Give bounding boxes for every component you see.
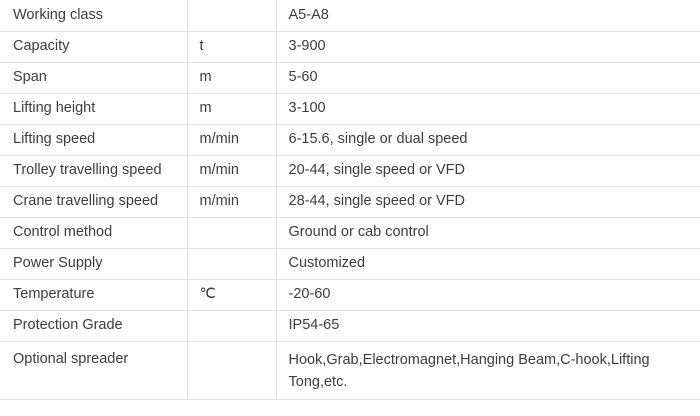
row-parameter: Span [0,62,187,93]
row-unit [187,248,276,279]
row-value: A5-A8 [276,0,700,31]
row-value: 28-44, single speed or VFD [276,186,700,217]
row-value: 6-15.6, single or dual speed [276,124,700,155]
row-value: 5-60 [276,62,700,93]
table-row [0,248,700,279]
table-row [0,124,700,155]
row-value: 3-100 [276,93,700,124]
table-row [0,341,700,399]
table-row [0,310,700,341]
row-parameter: Trolley travelling speed [0,155,187,186]
row-unit [187,217,276,248]
table-row [0,0,700,31]
row-value: Ground or cab control [276,217,700,248]
row-unit [187,0,276,31]
row-unit [187,310,276,341]
row-unit: m/min [187,186,276,217]
row-unit: t [187,31,276,62]
row-parameter: Lifting height [0,93,187,124]
row-value: -20-60 [276,279,700,310]
row-parameter: Working class [0,0,187,31]
row-unit: m/min [187,124,276,155]
row-value: IP54-65 [276,310,700,341]
row-value: Hook,Grab,Electromagnet,Hanging Beam,C-hook,Lifting Tong,etc. [276,341,700,399]
row-value: Customized [276,248,700,279]
table-row [0,217,700,248]
table-row [0,93,700,124]
row-unit [187,341,276,399]
row-parameter: Power Supply [0,248,187,279]
row-unit: ℃ [187,279,276,310]
row-parameter: Lifting speed [0,124,187,155]
row-value: 3-900 [276,31,700,62]
row-unit: m/min [187,155,276,186]
row-parameter: Control method [0,217,187,248]
row-parameter: Temperature [0,279,187,310]
row-unit: m [187,62,276,93]
row-parameter: Optional spreader [0,341,187,399]
row-unit: m [187,93,276,124]
table-row [0,155,700,186]
table-row [0,279,700,310]
row-parameter: Crane travelling speed [0,186,187,217]
table-row [0,31,700,62]
table-row [0,186,700,217]
row-parameter: Protection Grade [0,310,187,341]
row-parameter: Capacity [0,31,187,62]
row-value: 20-44, single speed or VFD [276,155,700,186]
table-row [0,62,700,93]
